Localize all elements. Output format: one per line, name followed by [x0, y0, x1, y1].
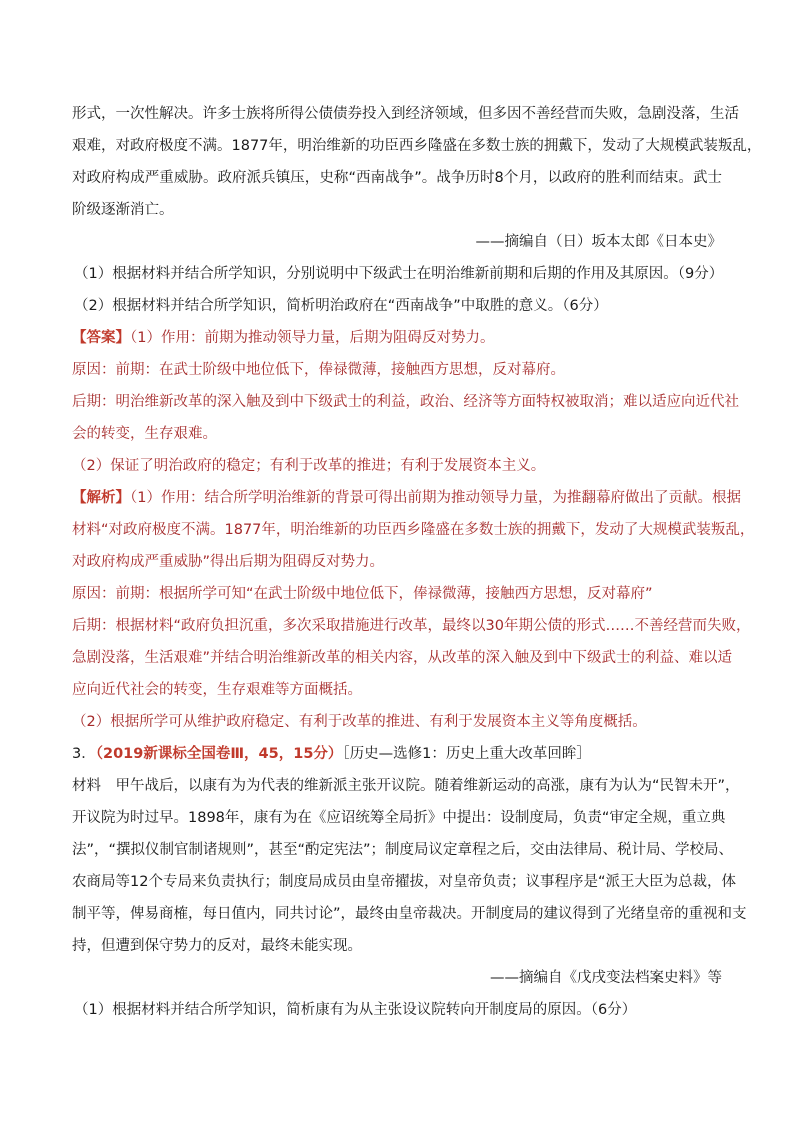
analysis-tag: 【解析】: [72, 490, 130, 506]
question-3-1: （1）根据材料并结合所学知识，简析康有为从主张设议院转向开制度局的原因。（6分）: [74, 1002, 637, 1018]
material-line: 艰难，对政府极度不满。1877年，明治维新的功臣西乡隆盛在多数士族的拥戴下，发动了大规模武装叛乱，: [72, 138, 762, 154]
document-page: [72, 98, 762, 1026]
analysis-line: 材料“对政府极度不满。1877年，明治维新的功臣西乡隆盛在多数士族的拥戴下，发动了大规模武装叛乱，: [72, 522, 755, 538]
question-1: （1）根据材料并结合所学知识，分别说明中下级武士在明治维新前期和后期的作用及其原因。（9分）: [74, 266, 724, 282]
material-line: 农商局等12个专局来负责执行；制度局成员由皇帝擢拔，对皇帝负责；议事程序是“派王大臣为总裁，体: [72, 874, 736, 890]
material-line: 对政府构成严重威胁。政府派兵镇压，史称“西南战争”。战争历时8个月，以政府的胜利而结束。武士: [72, 170, 722, 186]
question-3-header: 3．（2019新课标全国卷Ⅲ，45，15分）［历史—选修1：历史上重大改革回眸］: [72, 746, 591, 762]
answer-line: 原因：前期：在武士阶级中地位低下，俸禄微薄，接触西方思想，反对幕府。: [72, 362, 565, 378]
analysis-line: 后期：根据材料“政府负担沉重，多次采取措施进行改革，最终以30年期公债的形式……不善经营而失败，: [72, 618, 751, 634]
answer-line: 会的转变，生存艰难。: [72, 426, 217, 442]
material-line: 制平等，俾易商榷，每日值内，同共讨论”，最终由皇帝裁决。开制度局的建议得到了光绪皇帝的重视和支: [72, 906, 747, 922]
analysis-line: 急剧没落，生活艰难”并结合明治维新改革的相关内容，从改革的深入触及到中下级武士的利益、难以适: [72, 650, 733, 666]
question-2: （2）根据材料并结合所学知识，简析明治政府在“西南战争”中取胜的意义。（6分）: [74, 298, 608, 314]
analysis-line: （2）根据所学可从维护政府稳定、有利于改革的推进、有利于发展资本主义等角度概括。: [72, 714, 647, 730]
analysis-line: 应向近代社会的转变，生存艰难等方面概括。: [72, 682, 362, 698]
question-3-source: （2019新课标全国卷Ⅲ，45，15分）: [95, 746, 343, 762]
answer-line: （2）保证了明治政府的稳定；有利于改革的推进；有利于发展资本主义。: [72, 458, 546, 474]
answer-line: 【答案】（1）作用：前期为推动领导力量，后期为阻碍反对势力。: [72, 330, 495, 346]
material-line: 持，但遭到保守势力的反对，最终未能实现。: [72, 938, 362, 954]
analysis-line: 原因：前期：根据所学可知“在武士阶级中地位低下，俸禄微薄，接触西方思想，反对幕府”: [72, 586, 653, 602]
answer-line: 后期：明治维新改革的深入触及到中下级武士的利益，政治、经济等方面特权被取消；难以适应向近代社: [72, 394, 739, 410]
material-line: 法”，“撰拟仪制官制诸规则”，甚至“酌定宪法”；制度局议定章程之后，交由法律局、税计局、学校局、: [72, 842, 734, 858]
source-citation: ——摘编自《戊戌变法档案史料》等: [490, 970, 722, 986]
material-line: 形式，一次性解决。许多士族将所得公债债券投入到经济领域，但多因不善经营而失败，急剧没落，生活: [72, 106, 739, 122]
material-line: 材料 甲午战后，以康有为为代表的维新派主张开议院。随着维新运动的高涨，康有为认为“民智未开”，: [72, 778, 740, 794]
analysis-line: 对政府构成严重威胁”得出后期为阻碍反对势力。: [72, 554, 385, 570]
material-line: 开议院为时过早。1898年，康有为在《应诏统筹全局折》中提出：设制度局，负责“审定全规，重立典: [72, 810, 726, 826]
material-line: 阶级逐渐消亡。: [72, 202, 174, 218]
source-citation: ——摘编自（日）坂本太郎《日本史》: [475, 234, 722, 250]
answer-tag: 【答案】: [72, 330, 130, 346]
analysis-line: 【解析】（1）作用：结合所学明治维新的背景可得出前期为推动领导力量，为推翻幕府做出了贡献。根据: [72, 490, 741, 506]
